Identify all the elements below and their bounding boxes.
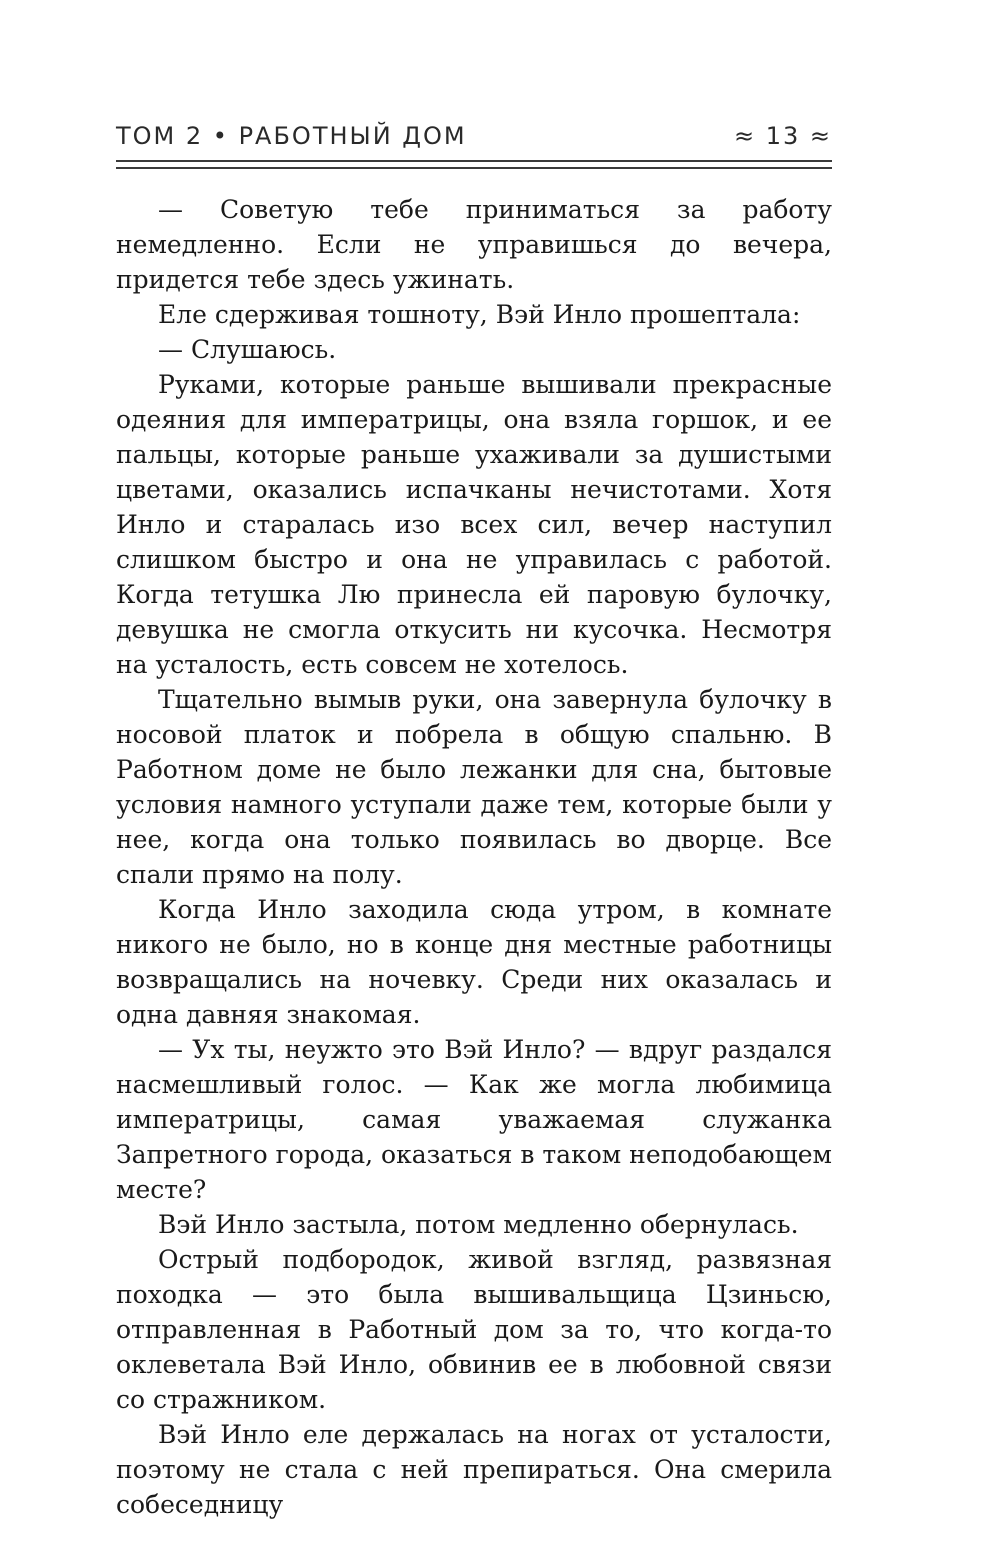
paragraph: Когда Инло заходила сюда утром, в комнате никого не было, но в конце дня местные работницы возвращались на ночевку. Среди них оказалась и одна давняя знакомая. (116, 895, 832, 1029)
running-head-title: ТОМ 2 • РАБОТНЫЙ ДОМ (116, 122, 467, 150)
header-rule-top (116, 160, 832, 162)
paragraph: — Советую тебе приниматься за работу немедленно. Если не управишься до вечера, придется тебе здесь ужинать. (116, 195, 832, 294)
page-number: ≈ 13 ≈ (733, 122, 832, 150)
paragraph: Руками, которые раньше вышивали прекрасные одеяния для императрицы, она взяла горшок, и ее пальцы, которые раньше ухаживали за душистыми цветами, оказались испачканы нечистотами. Хотя Инло и старалась изо всех сил, вечер наступил слишком быстро и она не управилась с работой. Когда тетушка Лю принесла ей паровую булочку, девушка не смогла откусить ни кусочка. Несмотря на усталость, есть совсем не хотелось. (116, 370, 832, 679)
paragraph: — Ух ты, неужто это Вэй Инло? — вдруг раздался насмешливый голос. — Как же могла любимица императрицы, самая уважаемая служанка Запретного города, оказаться в таком неподобающем месте? (116, 1035, 832, 1204)
paragraph: Острый подбородок, живой взгляд, развязная походка — это была вышивальщица Цзиньсю, отправленная в Работный дом за то, что когда-то оклеветала Вэй Инло, обвинив ее в любовной связи со стражником. (116, 1245, 832, 1414)
paragraph: Вэй Инло застыла, потом медленно обернулась. (158, 1210, 799, 1239)
paragraph: Тщательно вымыв руки, она завернула булочку в носовой платок и побрела в общую спальню. В Работном доме не было лежанки для сна, бытовые условия намного уступали даже тем, которые были у нее, когда она только появилась во дворце. Все спали прямо на полу. (116, 685, 832, 889)
paragraph: Вэй Инло еле держалась на ногах от усталости, поэтому не стала с ней препираться. Она смерила собеседницу (116, 1420, 832, 1519)
body-text (116, 192, 832, 1522)
paragraph: — Слушаюсь. (158, 335, 337, 364)
header-rule-bottom (116, 167, 832, 169)
running-head (116, 118, 832, 158)
paragraph: Еле сдерживая тошноту, Вэй Инло прошептала: (158, 300, 801, 329)
